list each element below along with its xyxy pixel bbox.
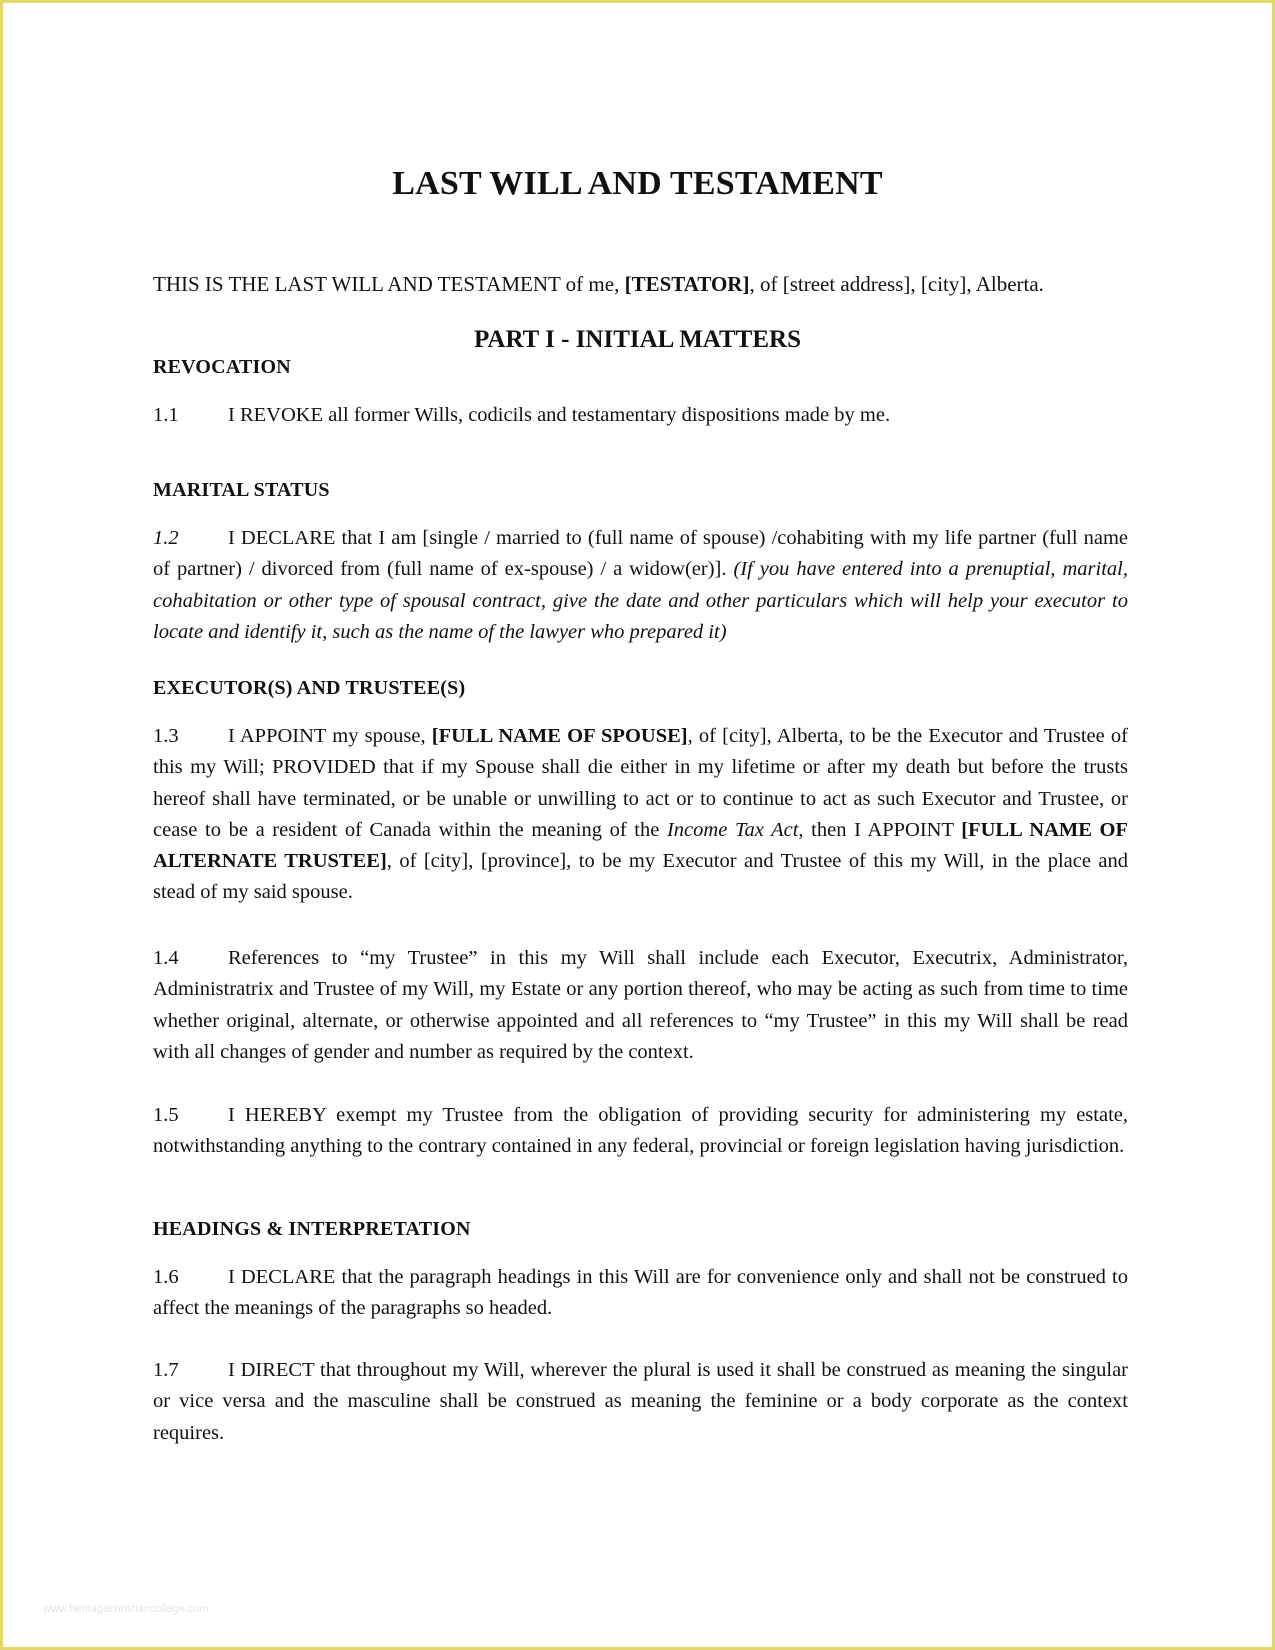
- clause-number: 1.5: [153, 1104, 179, 1126]
- clause-text: I HEREBY exempt my Trustee from the obligation of providing security for administering my estate, notwithstanding anything to the contrary contained in any federal, provincial or foreign legislation having jurisdiction.: [153, 1104, 1128, 1158]
- testator-placeholder: [TESTATOR]: [624, 272, 750, 296]
- section-heading-executors: EXECUTOR(S) AND TRUSTEE(S): [153, 677, 466, 699]
- clause-number: 1.3: [153, 725, 179, 747]
- clause-number: 1.6: [153, 1266, 179, 1288]
- section-heading-marital-status: MARITAL STATUS: [153, 479, 330, 501]
- part-title: PART I - INITIAL MATTERS: [474, 326, 801, 353]
- clause-1-6: [153, 1262, 1128, 1325]
- clause-text: I REVOKE all former Wills, codicils and testamentary dispositions made by me.: [228, 404, 891, 426]
- clause-text: I DECLARE that the paragraph headings in this Will are for convenience only and shall not be construed to affect the meanings of the paragraphs so headed.: [153, 1266, 1128, 1320]
- clause-number: 1.1: [153, 404, 179, 426]
- clause-number: 1.4: [153, 947, 179, 969]
- intro-text: THIS IS THE LAST WILL AND TESTAMENT of me,: [153, 272, 620, 296]
- clause-note: (If you have entered into a prenuptial, marital, cohabitation or other type of spousal contract, give the date and other particulars which will help your executor to locate and identify it, such as the name of the lawyer who prepared it): [153, 558, 1128, 643]
- intro-address: , of [street address], [city], Alberta.: [749, 272, 1044, 296]
- clause-text: , of [city], [province], to be my Executor and Trustee of this my Will, in the place and stead of my said spouse.: [153, 850, 1128, 904]
- clause-1-1: [153, 400, 1128, 431]
- clause-text: I APPOINT my spouse,: [228, 725, 426, 747]
- document-title: LAST WILL AND TESTAMENT: [392, 165, 883, 202]
- intro-paragraph: [153, 269, 1128, 299]
- clause-text: , then I APPOINT: [798, 818, 954, 841]
- clause-text: References to “my Trustee” in this my Will shall include each Executor, Executrix, Administrator, Administratrix and Trustee of my Will, my Estate or any portion thereof, who may be acting as such from time to time whether original, alternate, or otherwise appointed and all references to “my Trustee” in this my Will shall be read with all changes of gender and number as required by the context.: [153, 947, 1128, 1063]
- section-heading-revocation: REVOCATION: [153, 356, 291, 378]
- clause-text: , of [city], Alberta, to be the Executor and Trustee of this my Will; PROVIDED that if my Spouse shall die either in my lifetime or after my death but before the trusts hereof shall have terminated, or be unable or unwilling to act or to continue to act as such Executor and Trustee, or cease to be a resident of Canada within the meaning of the: [153, 725, 1129, 841]
- clause-number: 1.7: [153, 1359, 179, 1381]
- clause-1-4: [153, 943, 1128, 1068]
- clause-number: 1.2: [153, 527, 179, 549]
- clause-1-2: [153, 523, 1128, 648]
- watermark: www.heritagechristiancollege.com: [43, 1603, 209, 1615]
- clause-text: I DIRECT that throughout my Will, wherever the plural is used it shall be construed as meaning the singular or vice versa and the masculine shall be construed as meaning the feminine or a body corporate as the context requires.: [153, 1359, 1128, 1444]
- clause-1-3: [153, 721, 1128, 909]
- clause-1-7: [153, 1355, 1128, 1449]
- clause-1-5: [153, 1100, 1128, 1163]
- spouse-name-placeholder: [FULL NAME OF SPOUSE]: [431, 725, 688, 747]
- section-heading-interpretation: HEADINGS & INTERPRETATION: [153, 1218, 471, 1240]
- act-name: Income Tax Act: [666, 818, 799, 841]
- alternate-trustee-placeholder: [FULL NAME OF ALTERNATE TRUSTEE]: [153, 818, 1129, 873]
- clause-text: I DECLARE that I am [single / married to (full name of spouse) /cohabiting with my life partner (full name of partner) / divorced from (full name of ex-spouse) / a widow(er)].: [153, 527, 1128, 581]
